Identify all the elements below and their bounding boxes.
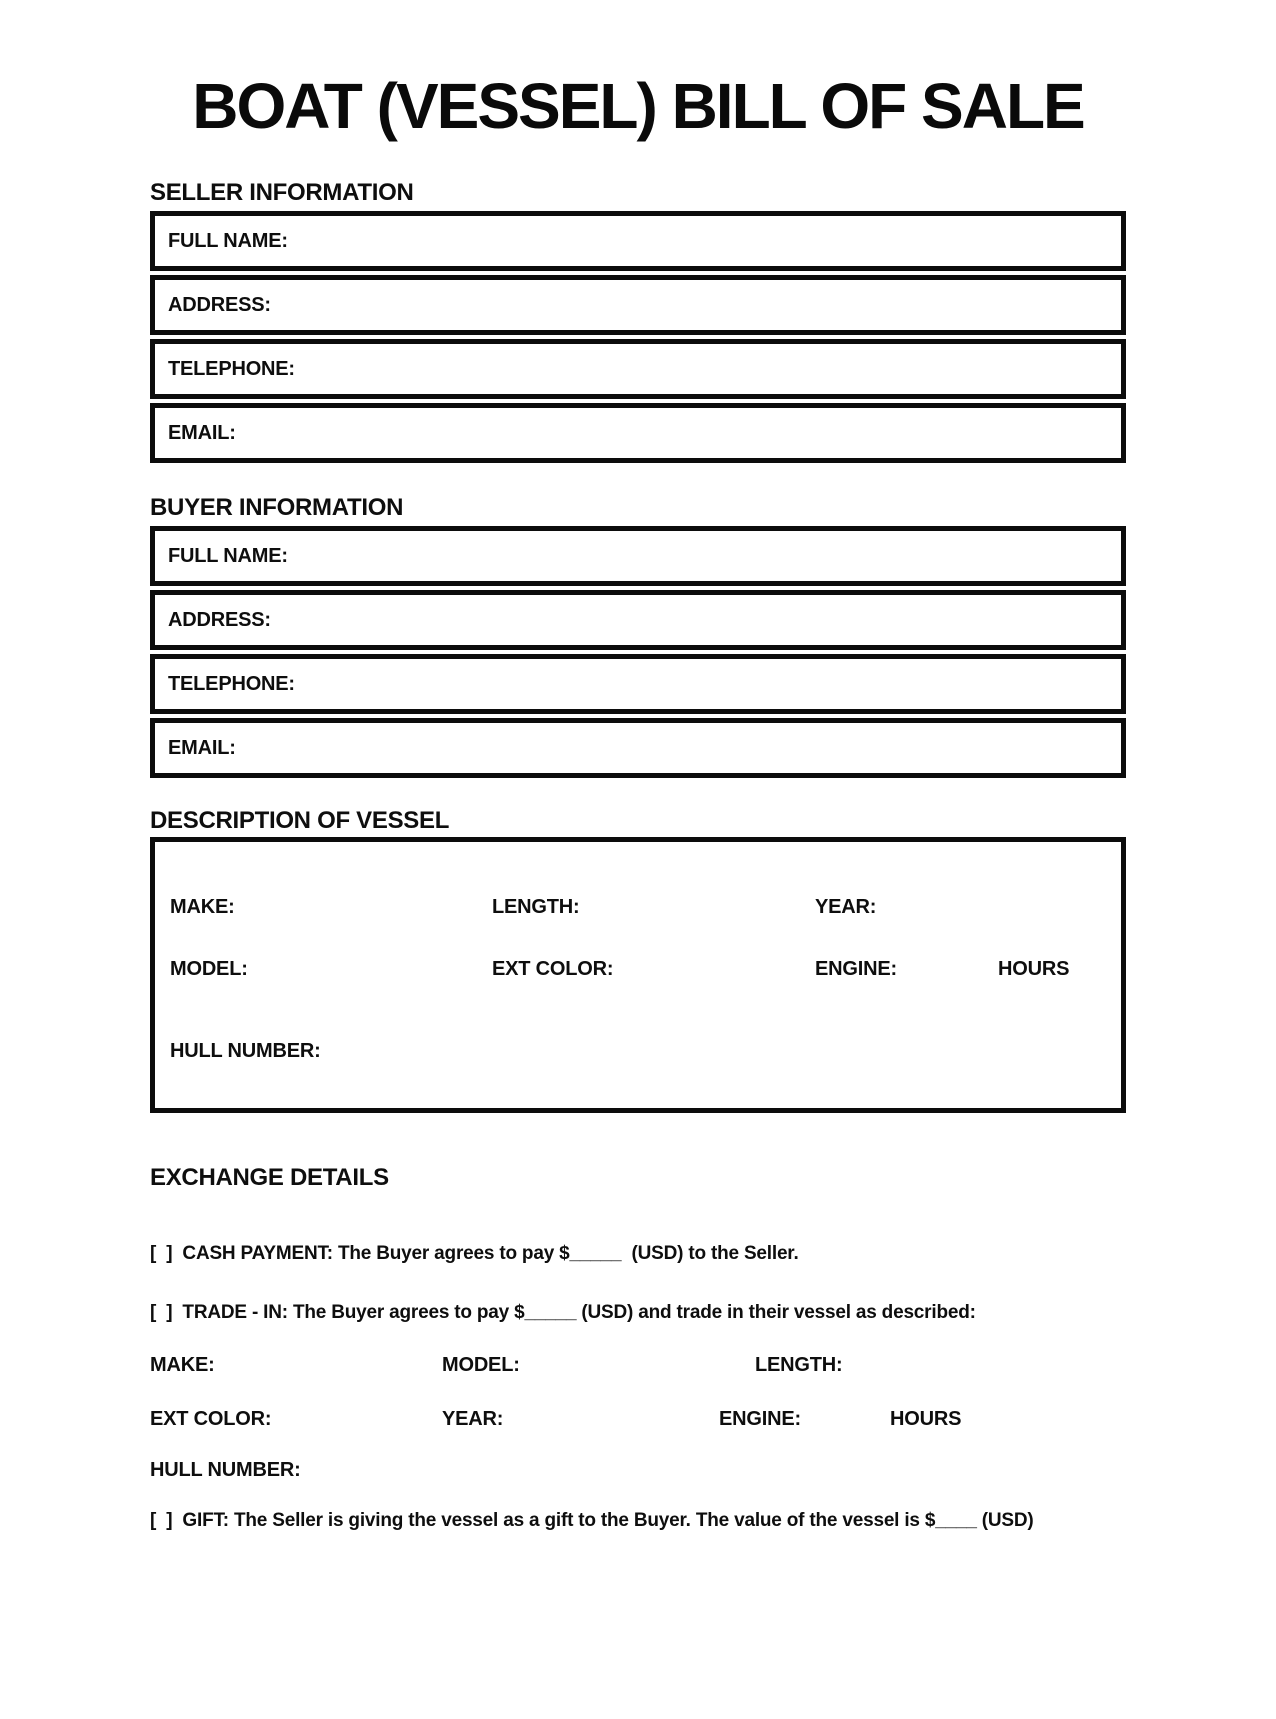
cash-payment-option	[150, 1240, 1126, 1267]
buyer-email-label: EMAIL:	[168, 736, 236, 759]
seller-address-field[interactable]	[150, 275, 1126, 335]
trade-vessel-row-3	[150, 1457, 1126, 1484]
trade-hull-number-label: HULL NUMBER:	[150, 1458, 301, 1481]
trade-year-field[interactable]	[442, 1406, 719, 1433]
seller-email-field[interactable]	[150, 403, 1126, 463]
vessel-hull-number-label: HULL NUMBER:	[170, 1039, 321, 1062]
buyer-telephone-label: TELEPHONE:	[168, 672, 295, 695]
trade-ext-color-label: EXT COLOR:	[150, 1407, 272, 1430]
trade-ext-color-field[interactable]	[150, 1406, 442, 1433]
gift-text: GIFT: The Seller is giving the vessel as a gift to the Buyer. The value of the vessel is $____ (USD)	[182, 1509, 1034, 1531]
trade-length-label: LENGTH:	[755, 1353, 843, 1376]
vessel-section-heading: DESCRIPTION OF VESSEL	[150, 806, 450, 834]
vessel-length-label: LENGTH:	[492, 895, 580, 918]
seller-info-table	[150, 211, 1126, 463]
seller-full-name-field[interactable]	[150, 211, 1126, 271]
trade-in-checkbox[interactable]: [ ]	[150, 1301, 173, 1323]
vessel-year-label: YEAR:	[815, 895, 877, 918]
exchange-section-heading: EXCHANGE DETAILS	[150, 1163, 389, 1191]
trade-engine-label: ENGINE:	[719, 1407, 801, 1430]
bill-of-sale-document	[0, 68, 1276, 1719]
seller-address-label: ADDRESS:	[168, 293, 271, 316]
buyer-full-name-label: FULL NAME:	[168, 544, 288, 567]
vessel-row-1	[170, 894, 1121, 920]
vessel-hours-label: HOURS	[998, 957, 1070, 980]
vessel-year-field[interactable]	[815, 894, 1121, 920]
trade-vessel-row-1	[150, 1352, 1126, 1379]
vessel-engine-label: ENGINE:	[815, 957, 897, 980]
page-title: BOAT (VESSEL) BILL OF SALE	[192, 70, 1084, 142]
vessel-hull-number-field[interactable]	[170, 1038, 1121, 1064]
vessel-hours-field[interactable]	[998, 956, 1121, 982]
seller-full-name-label: FULL NAME:	[168, 229, 288, 252]
seller-section-heading: SELLER INFORMATION	[150, 178, 414, 206]
trade-model-label: MODEL:	[442, 1353, 520, 1376]
buyer-full-name-field[interactable]	[150, 526, 1126, 586]
buyer-email-field[interactable]	[150, 718, 1126, 778]
trade-engine-field[interactable]	[719, 1406, 890, 1433]
vessel-make-field[interactable]	[170, 894, 492, 920]
gift-checkbox[interactable]: [ ]	[150, 1509, 173, 1531]
buyer-telephone-field[interactable]	[150, 654, 1126, 714]
vessel-engine-field[interactable]	[815, 956, 998, 982]
trade-year-label: YEAR:	[442, 1407, 504, 1430]
vessel-ext-color-field[interactable]	[492, 956, 815, 982]
cash-payment-text: CASH PAYMENT: The Buyer agrees to pay $_____ (USD) to the Seller.	[182, 1242, 799, 1264]
seller-telephone-label: TELEPHONE:	[168, 357, 295, 380]
trade-in-text: TRADE - IN: The Buyer agrees to pay $_____ (USD) and trade in their vessel as described:	[182, 1301, 976, 1323]
vessel-ext-color-label: EXT COLOR:	[492, 957, 614, 980]
trade-make-field[interactable]	[150, 1352, 442, 1379]
trade-in-option	[150, 1299, 1126, 1326]
trade-hours-field[interactable]	[890, 1406, 1126, 1433]
buyer-section-heading: BUYER INFORMATION	[150, 493, 404, 521]
seller-telephone-field[interactable]	[150, 339, 1126, 399]
trade-vessel-row-2	[150, 1406, 1126, 1433]
cash-payment-checkbox[interactable]: [ ]	[150, 1242, 173, 1264]
buyer-address-field[interactable]	[150, 590, 1126, 650]
vessel-row-2	[170, 956, 1121, 982]
vessel-row-3	[170, 1038, 1121, 1064]
trade-hull-number-field[interactable]	[150, 1457, 1126, 1484]
buyer-info-table	[150, 526, 1126, 778]
trade-make-label: MAKE:	[150, 1353, 215, 1376]
trade-length-field[interactable]	[755, 1352, 1126, 1379]
gift-option	[150, 1507, 1126, 1534]
vessel-description-box	[150, 837, 1126, 1113]
trade-model-field[interactable]	[442, 1352, 755, 1379]
vessel-length-field[interactable]	[492, 894, 815, 920]
trade-hours-label: HOURS	[890, 1407, 962, 1430]
vessel-model-field[interactable]	[170, 956, 492, 982]
buyer-address-label: ADDRESS:	[168, 608, 271, 631]
vessel-make-label: MAKE:	[170, 895, 235, 918]
seller-email-label: EMAIL:	[168, 421, 236, 444]
vessel-model-label: MODEL:	[170, 957, 248, 980]
